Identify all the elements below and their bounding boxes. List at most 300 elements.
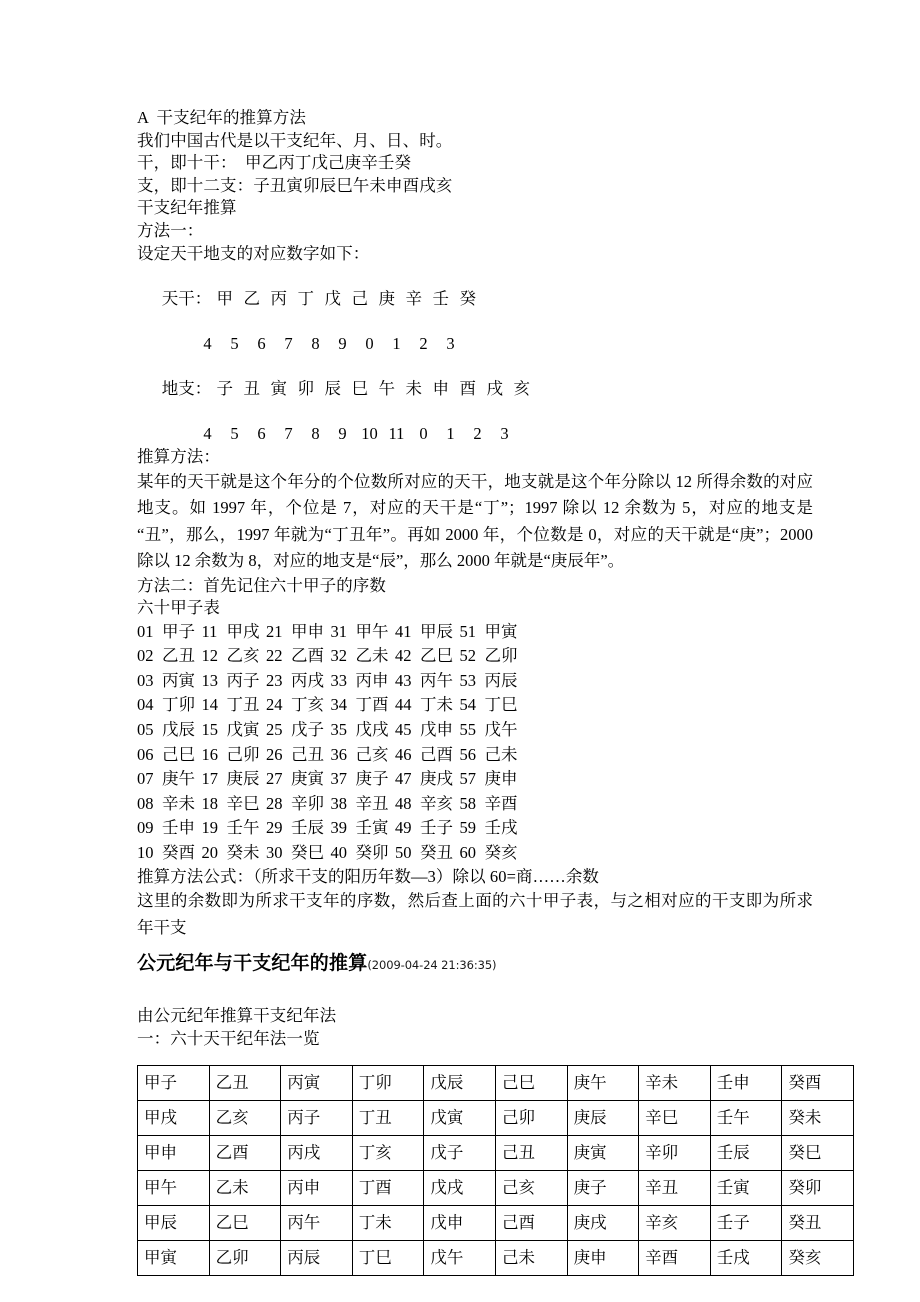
jiazi-index: 36: [330, 744, 347, 764]
jiazi-ganzhi: 戊寅: [226, 720, 260, 740]
jiazi-index: 53: [459, 670, 476, 690]
table-row: [138, 1241, 854, 1276]
table-cell: 戊子: [424, 1136, 496, 1171]
branch-number: 11: [388, 424, 405, 444]
table-cell: 辛卯: [639, 1136, 711, 1171]
jiazi-index: 46: [395, 744, 412, 764]
jiazi-index: 05: [137, 720, 154, 740]
jiazi-pair: [460, 669, 525, 694]
table-cell: 甲戌: [138, 1101, 210, 1136]
jiazi-table-title: 六十甲子表: [137, 598, 220, 618]
jiazi-index: 42: [395, 646, 412, 666]
branch-char: 巳: [351, 379, 368, 399]
table-cell: 乙未: [209, 1171, 281, 1206]
jiazi-ganzhi: 戊子: [291, 720, 324, 740]
table-cell: 壬寅: [710, 1171, 782, 1206]
jiazi-index: 51: [459, 621, 476, 641]
jiazi-pair: [331, 743, 396, 768]
jiazi-pair: [266, 644, 331, 669]
jiazi-pair: [202, 767, 267, 792]
jiazi-ganzhi: 癸巳: [291, 843, 324, 863]
jiazi-ganzhi: 壬子: [420, 818, 453, 838]
jiazi-pair: [395, 841, 460, 866]
jiazi-row: [137, 718, 813, 743]
jiazi-pair: [395, 620, 460, 645]
jiazi-ganzhi: 辛卯: [291, 793, 324, 813]
table-cell: 庚辰: [567, 1101, 639, 1136]
jiazi-row: [137, 644, 813, 669]
branch-number: 6: [257, 424, 266, 444]
branch-char: 戌: [486, 379, 503, 399]
branch-number: 3: [500, 424, 509, 444]
jiazi-pair: [137, 767, 202, 792]
table-cell: 丙寅: [281, 1066, 353, 1101]
jiazi-index: 41: [395, 621, 412, 641]
jiazi-ganzhi: 甲申: [291, 621, 324, 641]
intro-line: 我们中国古代是以干支纪年、月、日、时。: [137, 130, 453, 150]
jiazi-pair: [460, 767, 525, 792]
table-cell: 丙子: [281, 1101, 353, 1136]
stem-char: 己: [351, 288, 368, 308]
jiazi-index: 31: [330, 621, 347, 641]
jiazi-pair: [202, 816, 267, 841]
jiazi-ganzhi: 乙巳: [420, 646, 453, 666]
section-heading-title: 公元纪年与干支纪年的推算: [137, 952, 368, 975]
branch-number: 8: [311, 424, 320, 444]
heavenly-stems-label: 天干：: [161, 288, 212, 308]
stem-number: 6: [257, 333, 266, 353]
jiazi-index: 09: [137, 818, 154, 838]
jiazi-ganzhi: 甲子: [162, 621, 195, 641]
jiazi-pair: [460, 841, 525, 866]
jiazi-pair: [137, 718, 202, 743]
earthly-branches-chars: [211, 378, 535, 401]
jiazi-ganzhi: 丙辰: [484, 670, 518, 690]
jiazi-ganzhi: 壬寅: [355, 818, 389, 838]
stem-char: 癸: [459, 288, 476, 308]
heading-spacer: [137, 979, 813, 1005]
jiazi-index: 15: [201, 720, 218, 740]
jiazi-index: 52: [459, 646, 476, 666]
jiazi-index: 21: [266, 621, 283, 641]
table-cell: 丙午: [281, 1206, 353, 1241]
jiazi-ganzhi: 庚戌: [420, 769, 453, 789]
jiazi-pair: [266, 841, 331, 866]
section-heading: [137, 950, 813, 979]
earthly-branches-label: 地支：: [161, 379, 212, 399]
table-cell: 戊戌: [424, 1171, 496, 1206]
jiazi-index: 50: [395, 843, 412, 863]
jiazi-index: 44: [395, 695, 412, 715]
jiazi-index: 16: [201, 744, 218, 764]
table-cell: 丁未: [352, 1206, 424, 1241]
table-cell: 辛未: [639, 1066, 711, 1101]
branch-char: 午: [378, 379, 395, 399]
jiazi-ganzhi: 丙戌: [291, 670, 324, 690]
stem-number: 7: [284, 333, 293, 353]
table-cell: 丙申: [281, 1171, 353, 1206]
jiazi-pair: [460, 620, 525, 645]
branch-number: 5: [230, 424, 239, 444]
table-cell: 壬午: [710, 1101, 782, 1136]
method-two-line: 方法二：首先记住六十甲子的序数: [137, 575, 386, 595]
jiazi-ganzhi: 壬戌: [484, 818, 518, 838]
jiazi-pair: [395, 743, 460, 768]
jiazi-pair: [395, 693, 460, 718]
jiazi-ganzhi: 丙子: [226, 670, 260, 690]
stem-number: 4: [203, 333, 212, 353]
jiazi-pair: [395, 816, 460, 841]
jiazi-row: [137, 620, 813, 645]
jiazi-row: [137, 816, 813, 841]
stem-number: 3: [446, 333, 455, 353]
table-cell: 己亥: [495, 1171, 567, 1206]
jiazi-index: 22: [266, 646, 283, 666]
jiazi-pair: [266, 669, 331, 694]
jiazi-index: 30: [266, 843, 283, 863]
post-heading-line: 由公元纪年推算干支纪年法: [137, 1006, 337, 1026]
table-cell: 丁卯: [352, 1066, 424, 1101]
jiazi-ganzhi: 辛酉: [484, 793, 518, 813]
table-cell: 乙亥: [209, 1101, 281, 1136]
jiazi-index: 08: [137, 793, 154, 813]
jiazi-pair: [202, 644, 267, 669]
branch-char: 卯: [297, 379, 314, 399]
jiazi-pair: [331, 620, 396, 645]
jiazi-index: 02: [137, 646, 154, 666]
branch-char: 寅: [270, 379, 287, 399]
jiazi-ganzhi: 庚午: [162, 769, 195, 789]
jiazi-index: 26: [266, 744, 283, 764]
jiazi-pair: [266, 792, 331, 817]
branch-number: 4: [203, 424, 212, 444]
jiazi-index: 45: [395, 720, 412, 740]
jiazi-index: 18: [201, 793, 218, 813]
table-row: [138, 1066, 854, 1101]
jiazi-row: [137, 669, 813, 694]
table-cell: 癸巳: [782, 1136, 854, 1171]
jiazi-pair: [460, 644, 525, 669]
jiazi-ganzhi: 丙午: [420, 670, 453, 690]
jiazi-ganzhi: 壬午: [226, 818, 260, 838]
table-cell: 甲午: [138, 1171, 210, 1206]
jiazi-pair: [395, 669, 460, 694]
jiazi-pair: [137, 792, 202, 817]
jiazi-pair: [202, 792, 267, 817]
branch-char: 丑: [243, 379, 260, 399]
table-cell: 丙辰: [281, 1241, 353, 1276]
jiazi-index: 58: [459, 793, 476, 813]
jiazi-index: 06: [137, 744, 154, 764]
earthly-branches-row: [137, 356, 813, 424]
branch-char: 酉: [459, 379, 476, 399]
jiazi-index: 43: [395, 670, 412, 690]
table-cell: 丙戌: [281, 1136, 353, 1171]
table-cell: 乙酉: [209, 1136, 281, 1171]
jiazi-ganzhi: 乙未: [355, 646, 389, 666]
branch-char: 申: [432, 379, 449, 399]
jiazi-pair: [460, 718, 525, 743]
jiazi-ganzhi: 庚子: [355, 769, 389, 789]
stem-char: 辛: [405, 288, 422, 308]
intro-lines-block: [137, 107, 813, 265]
jiazi-index: 25: [266, 720, 283, 740]
jiazi-ganzhi: 戊申: [420, 720, 453, 740]
table-cell: 辛巳: [639, 1101, 711, 1136]
jiazi-pair: [331, 767, 396, 792]
jiazi-ganzhi: 丁丑: [226, 695, 260, 715]
jiazi-index: 17: [201, 769, 218, 789]
table-cell: 甲申: [138, 1136, 210, 1171]
jiazi-index: 35: [330, 720, 347, 740]
branch-char: 子: [216, 379, 233, 399]
jiazi-pair: [331, 644, 396, 669]
jiazi-index: 23: [266, 670, 283, 690]
jiazi-ganzhi: 庚寅: [291, 769, 324, 789]
jiazi-pair: [460, 743, 525, 768]
jiazi-pair: [202, 743, 267, 768]
stem-char: 乙: [243, 288, 260, 308]
jiazi-pair: [460, 792, 525, 817]
jiazi-ganzhi: 癸酉: [162, 843, 195, 863]
table-cell: 癸未: [782, 1101, 854, 1136]
jiazi-ganzhi: 乙卯: [484, 646, 518, 666]
jiazi-pair: [395, 644, 460, 669]
jiazi-index: 29: [266, 818, 283, 838]
jiazi-index: 38: [330, 793, 347, 813]
jiazi-index: 01: [137, 621, 154, 641]
jiazi-ganzhi: 丁未: [420, 695, 453, 715]
jiazi-row: [137, 743, 813, 768]
table-row: [138, 1206, 854, 1241]
jiazi-index: 60: [459, 843, 476, 863]
stem-number: 9: [338, 333, 347, 353]
stem-char: 甲: [216, 288, 233, 308]
table-cell: 己卯: [495, 1101, 567, 1136]
jiazi-pair: [395, 767, 460, 792]
jiazi-index: 04: [137, 695, 154, 715]
jiazi-index: 54: [459, 695, 476, 715]
jiazi-ganzhi: 丁巳: [484, 695, 518, 715]
formula-explanation: 这里的余数即为所求干支年的序数，然后查上面的六十甲子表，与之相对应的干支即为所求年干支: [137, 891, 813, 937]
table-cell: 戊午: [424, 1241, 496, 1276]
jiazi-index: 03: [137, 670, 154, 690]
jiazi-ganzhi: 庚辰: [226, 769, 260, 789]
formula-line: 推算方法公式：（所求干支的阳历年数—3）除以 60=商……余数: [137, 866, 600, 886]
jiazi-index: 49: [395, 818, 412, 838]
jiazi-ganzhi: 己卯: [226, 744, 260, 764]
jiazi-index: 20: [201, 843, 218, 863]
intro-line: 设定天干地支的对应数字如下：: [137, 243, 370, 263]
table-cell: 壬辰: [710, 1136, 782, 1171]
jiazi-index: 37: [330, 769, 347, 789]
jiazi-ganzhi: 甲寅: [484, 621, 518, 641]
jiazi-pair: [137, 841, 202, 866]
jiazi-pair: [331, 718, 396, 743]
heavenly-stems-chars: [211, 288, 481, 311]
ganzhi-grid-body: [138, 1066, 854, 1276]
jiazi-ganzhi: 己亥: [355, 744, 389, 764]
jiazi-row: [137, 792, 813, 817]
jiazi-pair: [202, 841, 267, 866]
jiazi-index: 11: [201, 621, 218, 641]
table-cell: 庚午: [567, 1066, 639, 1101]
jiazi-index: 33: [330, 670, 347, 690]
jiazi-pair: [266, 620, 331, 645]
table-cell: 庚子: [567, 1171, 639, 1206]
intro-line: 方法一：: [137, 220, 204, 240]
table-cell: 戊申: [424, 1206, 496, 1241]
heavenly-stems-row: [137, 265, 813, 333]
table-row: [138, 1171, 854, 1206]
intro-line: 支，即十二支：子丑寅卯辰巳午未申酉戌亥: [137, 175, 453, 195]
jiazi-pair: [266, 816, 331, 841]
table-cell: 己丑: [495, 1136, 567, 1171]
table-cell: 癸亥: [782, 1241, 854, 1276]
jiazi-pair: [202, 718, 267, 743]
jiazi-ganzhi: 己丑: [291, 744, 324, 764]
jiazi-pair: [137, 644, 202, 669]
table-cell: 戊辰: [424, 1066, 496, 1101]
earthly-branches-numbers: [137, 423, 813, 446]
jiazi-pair: [266, 718, 331, 743]
table-cell: 甲辰: [138, 1206, 210, 1241]
jiazi-index: 13: [201, 670, 218, 690]
jiazi-ganzhi: 乙丑: [162, 646, 195, 666]
table-cell: 壬戌: [710, 1241, 782, 1276]
jiazi-ganzhi: 丁亥: [291, 695, 324, 715]
jiazi-ganzhi: 辛巳: [226, 793, 260, 813]
method-label: 推算方法：: [137, 446, 220, 466]
jiazi-ganzhi: 辛亥: [420, 793, 453, 813]
table-cell: 辛丑: [639, 1171, 711, 1206]
document-content: [137, 107, 822, 1276]
branch-number: 1: [446, 424, 455, 444]
jiazi-index: 07: [137, 769, 154, 789]
stem-char: 壬: [432, 288, 449, 308]
jiazi-pair: [266, 693, 331, 718]
section-heading-timestamp: (2009-04-24 21:36:35): [367, 958, 497, 973]
jiazi-ganzhi: 戊戌: [355, 720, 389, 740]
jiazi-ganzhi: 乙亥: [226, 646, 260, 666]
jiazi-ganzhi: 癸亥: [484, 843, 518, 863]
jiazi-list: [137, 620, 813, 866]
jiazi-pair: [395, 718, 460, 743]
jiazi-ganzhi: 丙寅: [162, 670, 195, 690]
jiazi-pair: [137, 816, 202, 841]
jiazi-pair: [460, 816, 525, 841]
jiazi-pair: [331, 841, 396, 866]
branch-number: 0: [419, 424, 428, 444]
jiazi-index: 32: [330, 646, 347, 666]
jiazi-index: 12: [201, 646, 218, 666]
table-cell: 庚寅: [567, 1136, 639, 1171]
table-cell: 己巳: [495, 1066, 567, 1101]
jiazi-ganzhi: 戊午: [484, 720, 518, 740]
jiazi-index: 27: [266, 769, 283, 789]
jiazi-pair: [331, 693, 396, 718]
table-row: [138, 1101, 854, 1136]
jiazi-pair: [137, 743, 202, 768]
stem-number: 1: [392, 333, 401, 353]
jiazi-ganzhi: 癸卯: [355, 843, 389, 863]
table-cell: 辛酉: [639, 1241, 711, 1276]
branch-char: 亥: [513, 379, 530, 399]
jiazi-ganzhi: 庚申: [484, 769, 518, 789]
stem-char: 庚: [378, 288, 395, 308]
jiazi-index: 28: [266, 793, 283, 813]
jiazi-pair: [395, 792, 460, 817]
stem-char: 丙: [270, 288, 287, 308]
table-cell: 丁巳: [352, 1241, 424, 1276]
table-cell: 辛亥: [639, 1206, 711, 1241]
jiazi-index: 57: [459, 769, 476, 789]
jiazi-ganzhi: 壬辰: [291, 818, 324, 838]
jiazi-row: [137, 841, 813, 866]
stem-number: 0: [365, 333, 374, 353]
method-paragraph: 某年的天干就是这个年分的个位数所对应的天干，地支就是这个年分除以 12 所得余数的对应地支。如 1997 年，个位是 7，对应的天干是“丁”；1997 除以 12 余数为 5，对应的地支是“丑”，那么，1997 年就为“丁丑年”。再如 2000 年，个位数是 0，对应的天干就是“庚”；2000 除以 12 余数为 8，对应的地支是“辰”，那么 2000 年就是“庚辰年”。: [137, 471, 813, 570]
branch-number: 2: [473, 424, 482, 444]
stem-char: 丁: [297, 288, 314, 308]
branch-number: 7: [284, 424, 293, 444]
intro-line: A 干支纪年的推算方法: [137, 108, 306, 127]
table-row: [138, 1136, 854, 1171]
jiazi-ganzhi: 壬申: [162, 818, 195, 838]
jiazi-ganzhi: 甲午: [355, 621, 389, 641]
table-cell: 丁亥: [352, 1136, 424, 1171]
jiazi-index: 10: [137, 843, 154, 863]
jiazi-index: 59: [459, 818, 476, 838]
post-heading-line: 一：六十天干纪年法一览: [137, 1028, 320, 1048]
jiazi-ganzhi: 己巳: [162, 744, 195, 764]
branch-number: 10: [361, 424, 378, 444]
jiazi-pair: [202, 620, 267, 645]
table-cell: 丁丑: [352, 1101, 424, 1136]
stem-number: 8: [311, 333, 320, 353]
jiazi-pair: [331, 816, 396, 841]
jiazi-pair: [331, 669, 396, 694]
table-cell: 壬子: [710, 1206, 782, 1241]
jiazi-index: 55: [459, 720, 476, 740]
table-cell: 戊寅: [424, 1101, 496, 1136]
stem-number: 5: [230, 333, 239, 353]
jiazi-row: [137, 693, 813, 718]
jiazi-index: 56: [459, 744, 476, 764]
table-cell: 庚戌: [567, 1206, 639, 1241]
jiazi-pair: [137, 693, 202, 718]
jiazi-pair: [202, 669, 267, 694]
jiazi-row: [137, 767, 813, 792]
ganzhi-grid-table: [137, 1065, 854, 1276]
branch-char: 未: [405, 379, 422, 399]
table-cell: 癸卯: [782, 1171, 854, 1206]
table-cell: 己未: [495, 1241, 567, 1276]
jiazi-ganzhi: 丁卯: [162, 695, 195, 715]
table-cell: 丁酉: [352, 1171, 424, 1206]
branch-char: 辰: [324, 379, 341, 399]
jiazi-index: 48: [395, 793, 412, 813]
jiazi-pair: [266, 767, 331, 792]
jiazi-pair: [137, 669, 202, 694]
jiazi-index: 39: [330, 818, 347, 838]
jiazi-ganzhi: 辛未: [162, 793, 195, 813]
table-cell: 癸丑: [782, 1206, 854, 1241]
jiazi-index: 34: [330, 695, 347, 715]
jiazi-pair: [266, 743, 331, 768]
jiazi-ganzhi: 丙申: [355, 670, 389, 690]
intro-line: 干支纪年推算: [137, 198, 237, 218]
jiazi-pair: [331, 792, 396, 817]
